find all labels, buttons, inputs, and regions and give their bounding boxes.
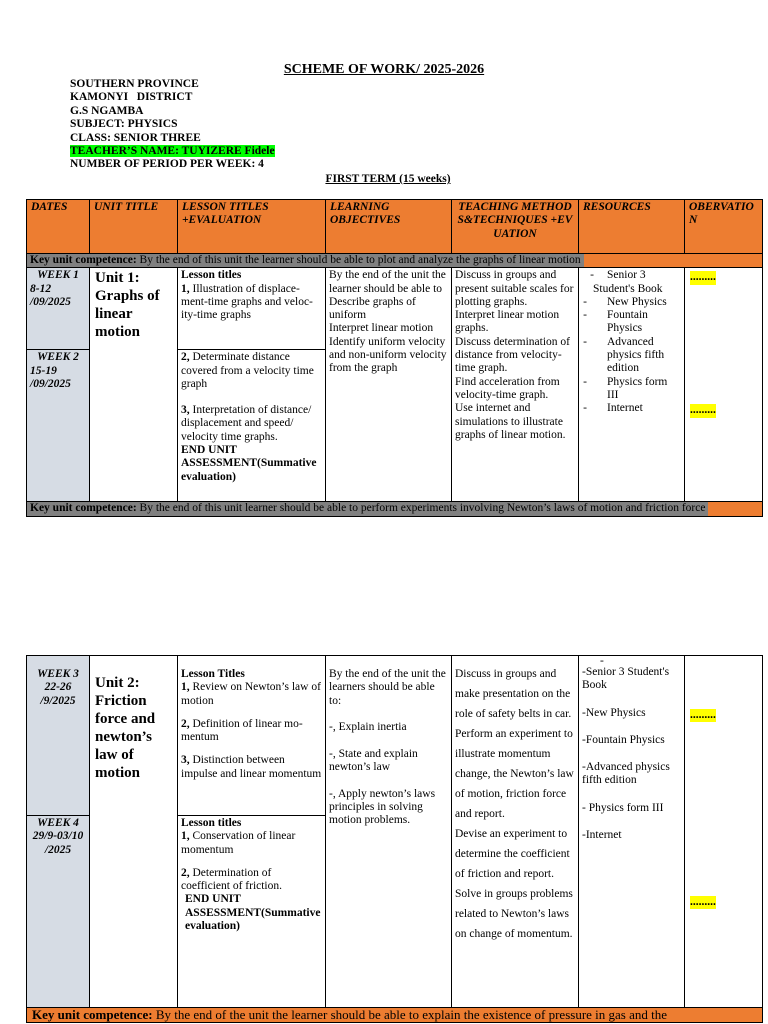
unit-2-observation [685,656,763,1008]
class-line: CLASS: SENIOR THREE [70,131,201,144]
observation-dots-1: ......... [690,271,716,284]
unit-2-objectives: By the end of the unit the learners should be able to: -, Explain inertia -, State and explain newton’s law -, Apply newton’s laws principles in solving motion problems. [326,656,452,1008]
unit-1-title: Unit 1: Graphs of linear motion [95,270,160,341]
unit-1-methods: Discuss in groups and present suitable scales for plotting graphs. Interpret linear motion graphs. Discuss determination of distance from velocity-time graph. Find acceleration from velocity-time graph. Use internet and simulations to illustrate graphs of linear motion. [452,268,579,502]
observation-dots-3: ......... [690,709,716,721]
key-competence-unit-1 [27,254,763,268]
key-competence-unit-3: Key unit competence: By the end of the unit the learner should be able to explain the existence of pressure in gas and the [27,1008,763,1023]
week-1-row [27,268,763,350]
term-heading: FIRST TERM (15 weeks) [325,173,451,185]
periods-line: NUMBER OF PERIOD PER WEEK: 4 [70,158,264,171]
scheme-table-unit-1 [26,199,763,517]
observation-dots-4: ......... [690,896,716,908]
unit-2-title-cell [90,656,178,1008]
unit-2-methods: Discuss in groups and make presentation on the role of safety belts in car. Perform an experiment to illustrate momentum change, the Newton’s law of motion, friction force and report. Devise an experiment to determine the coefficient of friction and report. Solve in groups problems related to Newton’s laws on change of momentum. [452,656,579,1008]
unit-1-observation [685,268,763,502]
col-resources: RESOURCES [579,200,685,254]
kuc-text-unit-3: By the end of the unit the learner should be able to explain the existence of pressure in gas and the [152,1007,668,1022]
kuc-text-unit-2: By the end of this unit learner should be able to perform experiments involving Newton’s laws of motion and friction force [136,502,706,515]
week-3-row [27,656,763,816]
district-line: KAMONYI DISTRICT [70,91,193,104]
col-observation: OBERVATION [685,200,763,254]
col-learning-objectives: LEARNING OBJECTIVES [326,200,452,254]
observation-dots-2: ......... [690,404,716,417]
unit-2-lessons-a: Lesson Titles 1, Review on Newton’s law of motion 2, Definition of linear mo-mentum 3, Distinction between impulse and linear momentum [178,656,326,816]
unit-1-title-cell [90,268,178,502]
unit-1-objectives: By the end of the unit the learner should be able to Describe graphs of uniform Interpret linear motion Identify uniform velocity and non-uniform velocity from the graph [326,268,452,502]
document-title: SCHEME OF WORK/ 2025-2026 [283,62,485,77]
kuc-label: Key unit competence: [30,254,137,266]
week-4-dates: WEEK 4 29/9-03/10 /2025 [27,816,90,1008]
col-unit-title: UNIT TITLE [90,200,178,254]
week-1-dates: WEEK 1 8-12 /09/2025 [27,268,90,350]
scheme-table-unit-2 [26,655,763,1023]
province-line: SOUTHERN PROVINCE [70,78,199,90]
unit-2-resources: - -Senior 3 Student's Book -New Physics -Fountain Physics -Advanced physics fifth edition - Physics form III -Internet [579,656,685,1008]
unit-1-lessons-b: 2, Determinate distance covered from a velocity time graph 3, Interpretation of distance/ displacement and speed/ velocity time graphs. END UNIT ASSESSMENT(Summative evaluation) [178,350,326,502]
school-line: G.S NGAMBA [70,104,144,117]
col-teaching-methods: TEACHING METHODS&TECHNIQUES +EVUATION [452,200,579,254]
col-lesson-titles: LESSON TITLES +EVALUATION [178,200,326,254]
key-competence-unit-2: Key unit competence: By the end of this unit learner should be able to perform experiments involving Newton’s laws of motion and friction force [27,502,763,516]
week-2-dates: WEEK 2 15-19 /09/2025 [27,350,90,502]
end-unit-assessment-2: END UNIT ASSESSMENT(Summative evaluation) [185,893,321,933]
unit-1-lessons-a: Lesson titles 1, Illustration of displace-ment-time graphs and veloc-ity-time graphs [178,268,326,350]
unit-2-lessons-b: Lesson titles 1, Conservation of linear momentum 2, Determination of coefficient of friction. END UNIT ASSESSMENT(Summative evaluation) [178,816,326,1008]
unit-1-resources: - Senior 3 Student's Book - New Physics - Fountain Physics - Advanced physics fifth edition - Physics form III - Internet [579,268,685,502]
week-3-dates: WEEK 3 22-26 /9/2025 [27,656,90,816]
teacher-name-line: TEACHER’S NAME: TUYIZERE Fidele [70,145,275,158]
kuc-text-unit-1: By the end of this unit the learner should be able to plot and analyze the graphs of linear motion [136,254,581,266]
subject-line: SUBJECT: PHYSICS [70,118,178,131]
col-dates: DATES [27,200,90,254]
unit-2-title: Unit 2: Friction force and newton’s law of motion [95,675,156,781]
document-header [70,78,275,172]
end-unit-assessment-1: END UNIT ASSESSMENT(Summative evaluation) [181,444,317,483]
